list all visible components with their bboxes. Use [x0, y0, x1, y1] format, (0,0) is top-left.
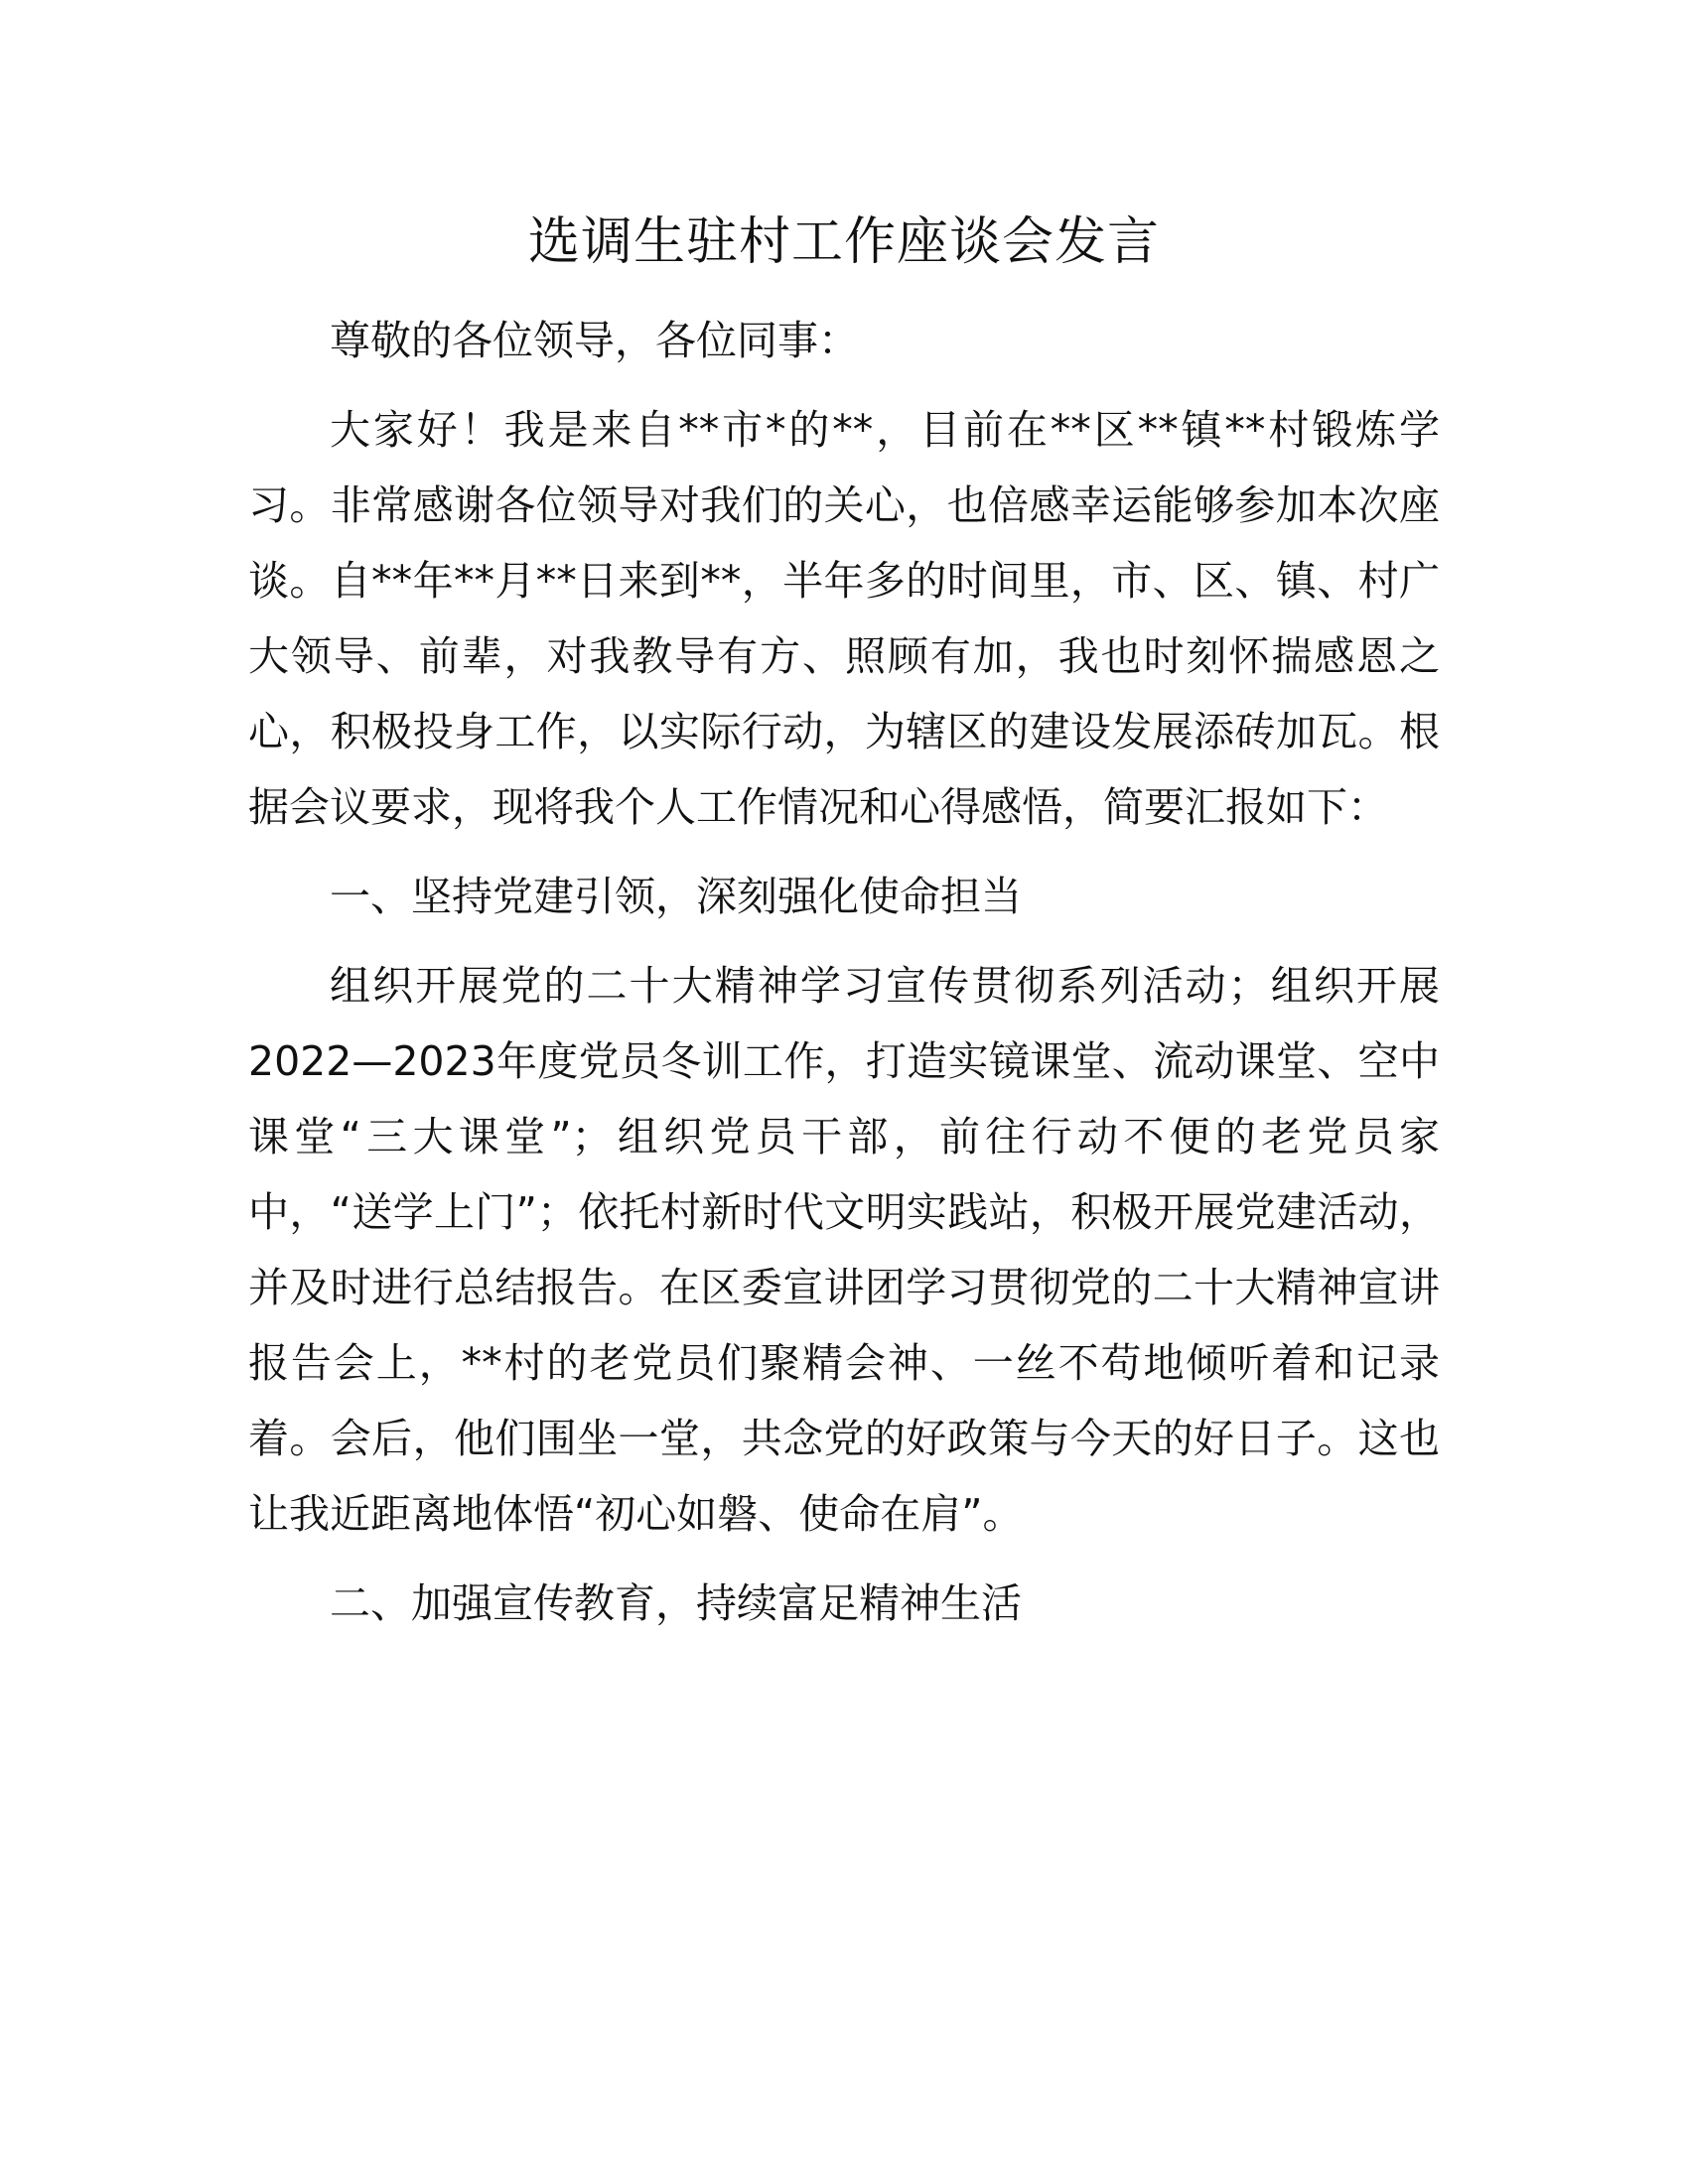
page-title: 选调生驻村工作座谈会发言: [527, 212, 1160, 272]
document-body: [248, 303, 1440, 1655]
section-heading-1: 一、坚持党建引领，深刻强化使命担当: [330, 873, 1022, 920]
intro-paragraph: 大家好！我是来自**市*的**，目前在**区**镇**村锻炼学习。非常感谢各位领导对我们的关心，也倍感幸运能够参加本次座谈。自**年**月**日来到**，半年多的时间里，市、区、镇、村广大领导、前辈，对我教导有方、照顾有加，我也时刻怀揣感恩之心，积极投身工作，以实际行动，为辖区的建设发展添砖加瓦。根据会议要求，现将我个人工作情况和心得感悟，简要汇报如下：: [248, 406, 1440, 831]
section-heading-2: 二、加强宣传教育，持续富足精神生活: [330, 1579, 1022, 1627]
salutation: 尊敬的各位领导，各位同事：: [330, 317, 859, 364]
section-paragraph-1: 组织开展党的二十大精神学习宣传贯彻系列活动；组织开展2022—2023年度党员冬训工作，打造实镜课堂、流动课堂、空中课堂“三大课堂”；组织党员干部，前往行动不便的老党员家中，“送学上门”；依托村新时代文明实践站，积极开展党建活动，并及时进行总结报告。在区委宣讲团学习贯彻党的二十大精神宣讲报告会上，**村的老党员们聚精会神、一丝不苟地倾听着和记录着。会后，他们围坐一堂，共念党的好政策与今天的好日子。这也让我近距离地体悟“初心如磐、使命在肩”。: [248, 962, 1440, 1538]
